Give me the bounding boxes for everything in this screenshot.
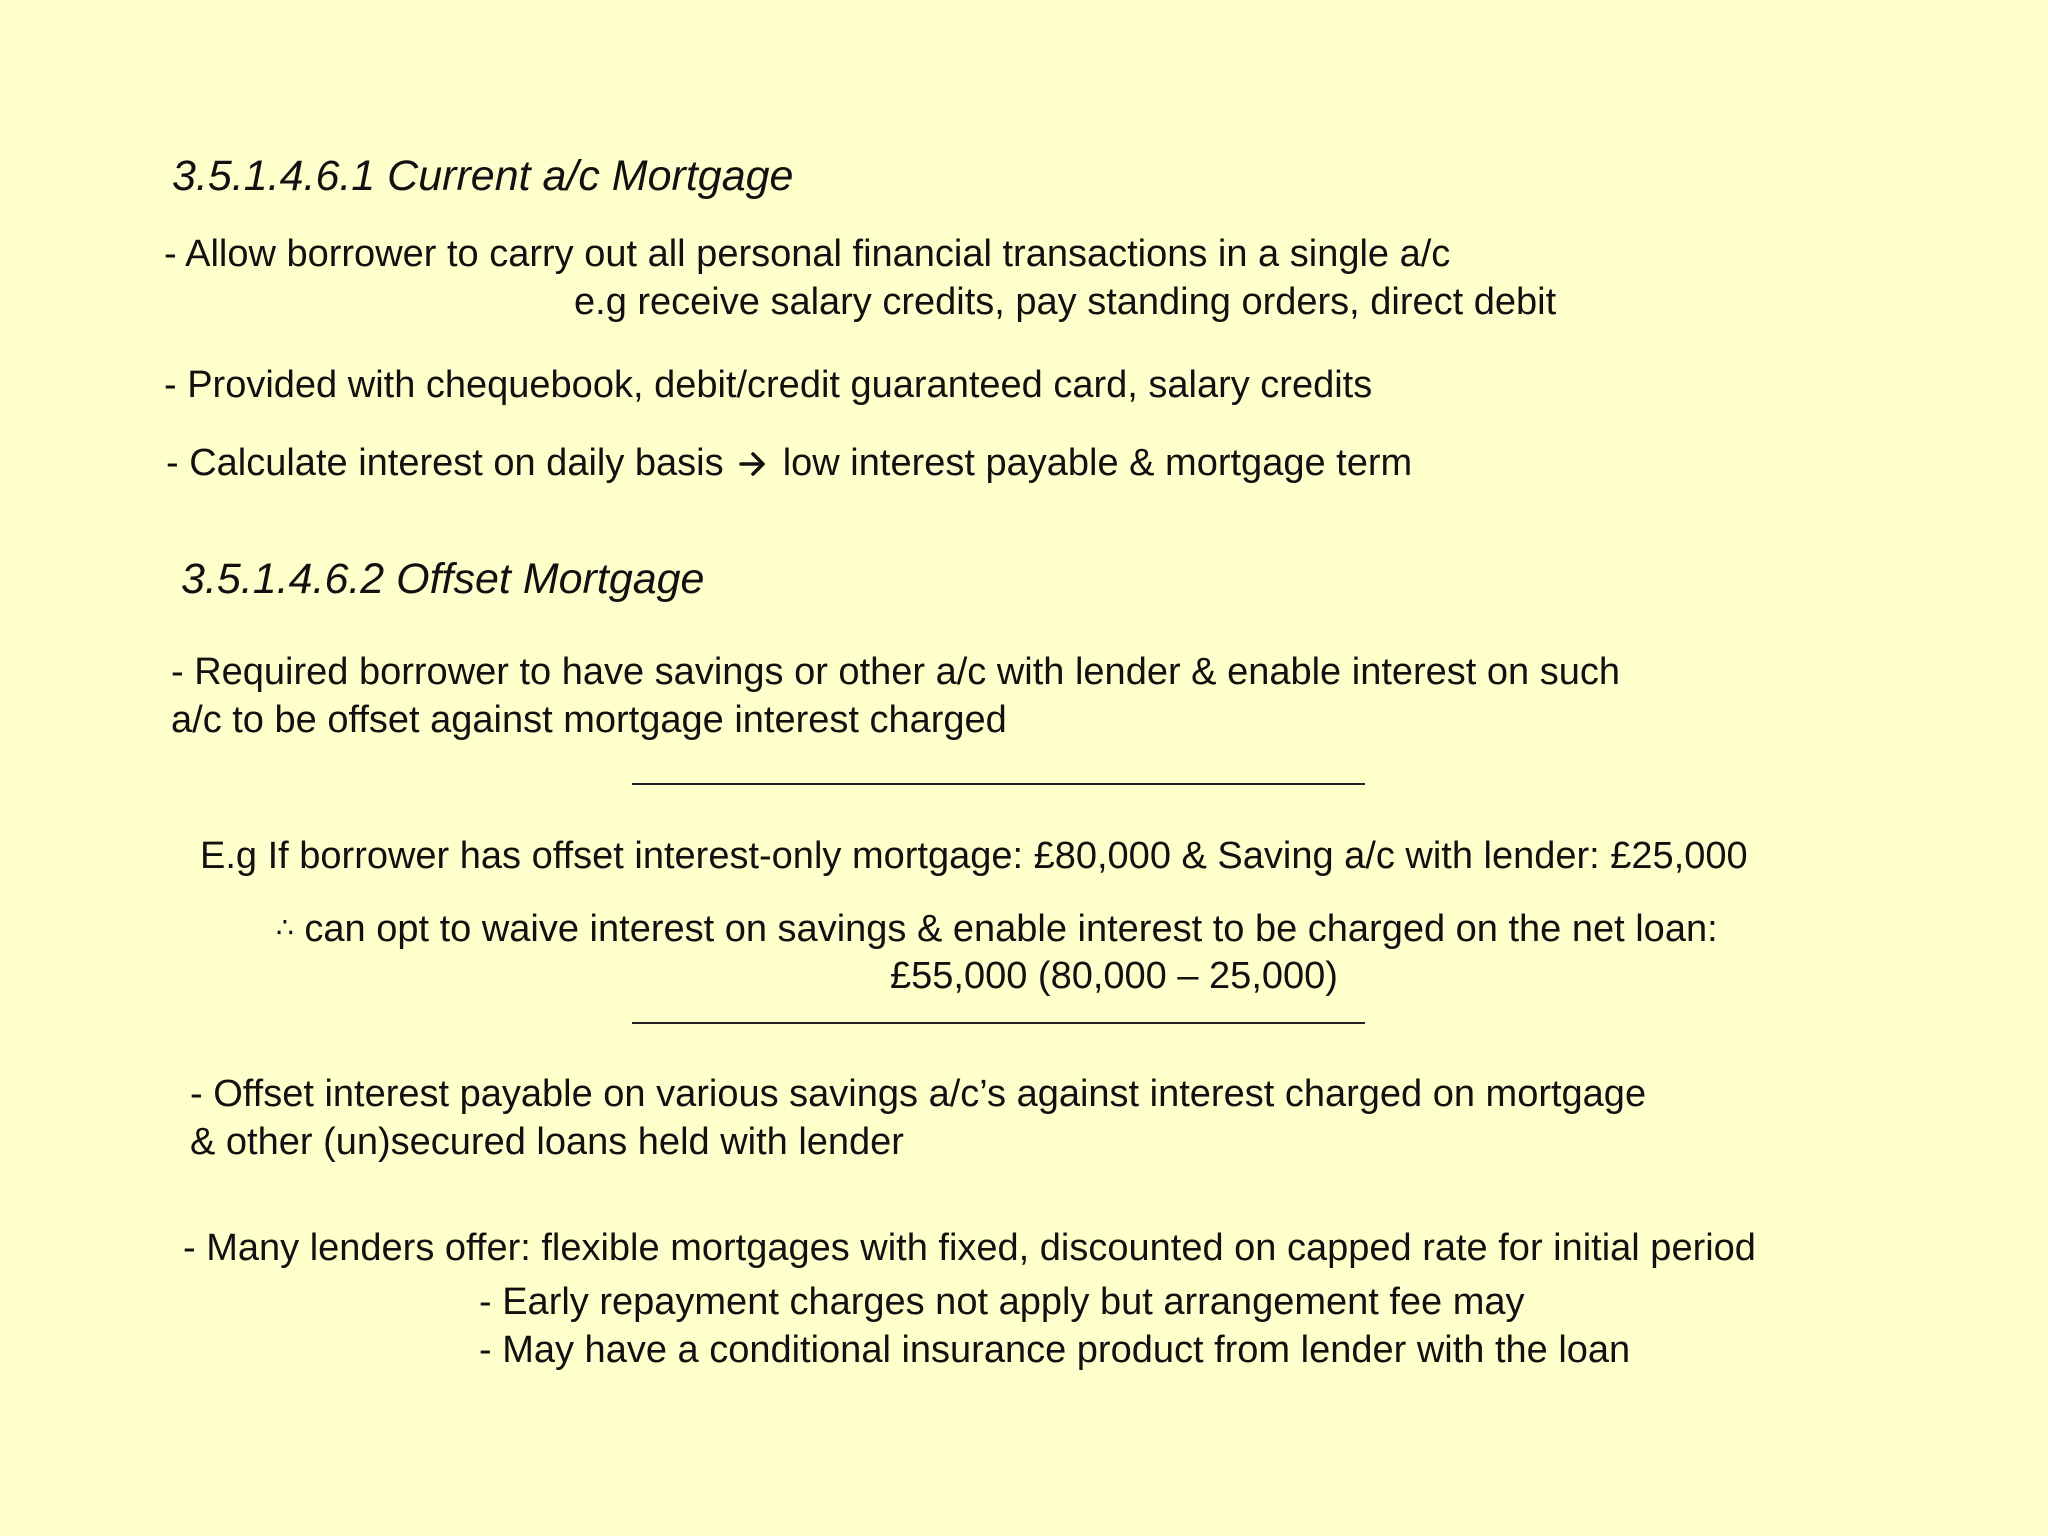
sub-bullet-insurance: - May have a conditional insurance product from lender with the loan (479, 1329, 1631, 1371)
bullet-offset-various-line2: & other (un)secured loans held with lender (190, 1121, 904, 1163)
bullet-offset-requirement-line2: a/c to be offset against mortgage interest charged (171, 699, 1007, 741)
example-line2-text: can opt to waive interest on savings & enable interest to be charged on the net loan: (304, 908, 1718, 950)
bullet-single-account: - Allow borrower to carry out all personal financial transactions in a single a/c (164, 233, 1451, 275)
example-line3: £55,000 (80,000 – 25,000) (890, 955, 1338, 997)
section-heading-offset-mortgage: 3.5.1.4.6.2 Offset Mortgage (181, 555, 705, 603)
bullet-chequebook: - Provided with chequebook, debit/credit guaranteed card, salary credits (164, 364, 1373, 406)
bullet-daily-interest-text: - Calculate interest on daily basis (166, 442, 724, 484)
therefore-symbol-icon: ∴ (276, 911, 294, 944)
divider-top (632, 783, 1365, 785)
bullet-offset-various-line1: - Offset interest payable on various savings a/c’s against interest charged on mortgage (190, 1073, 1647, 1115)
bullet-single-account-example: e.g receive salary credits, pay standing orders, direct debit (574, 281, 1557, 323)
bullet-offset-requirement-line1: - Required borrower to have savings or other a/c with lender & enable interest on such (171, 651, 1621, 693)
sub-bullet-early-repayment: - Early repayment charges not apply but arrangement fee may (479, 1281, 1525, 1323)
example-line1: E.g If borrower has offset interest-only mortgage: £80,000 & Saving a/c with lender: £25,000 (200, 835, 1748, 877)
bullet-many-lenders: - Many lenders offer: flexible mortgages with fixed, discounted on capped rate for initial period (183, 1227, 1756, 1269)
bullet-daily-interest (166, 439, 1412, 491)
divider-bottom (632, 1022, 1365, 1024)
section-heading-current-account-mortgage: 3.5.1.4.6.1 Current a/c Mortgage (172, 152, 794, 200)
right-arrow-icon (738, 443, 768, 491)
bullet-daily-interest-result: low interest payable & mortgage term (782, 442, 1413, 484)
example-line2 (276, 904, 1718, 953)
